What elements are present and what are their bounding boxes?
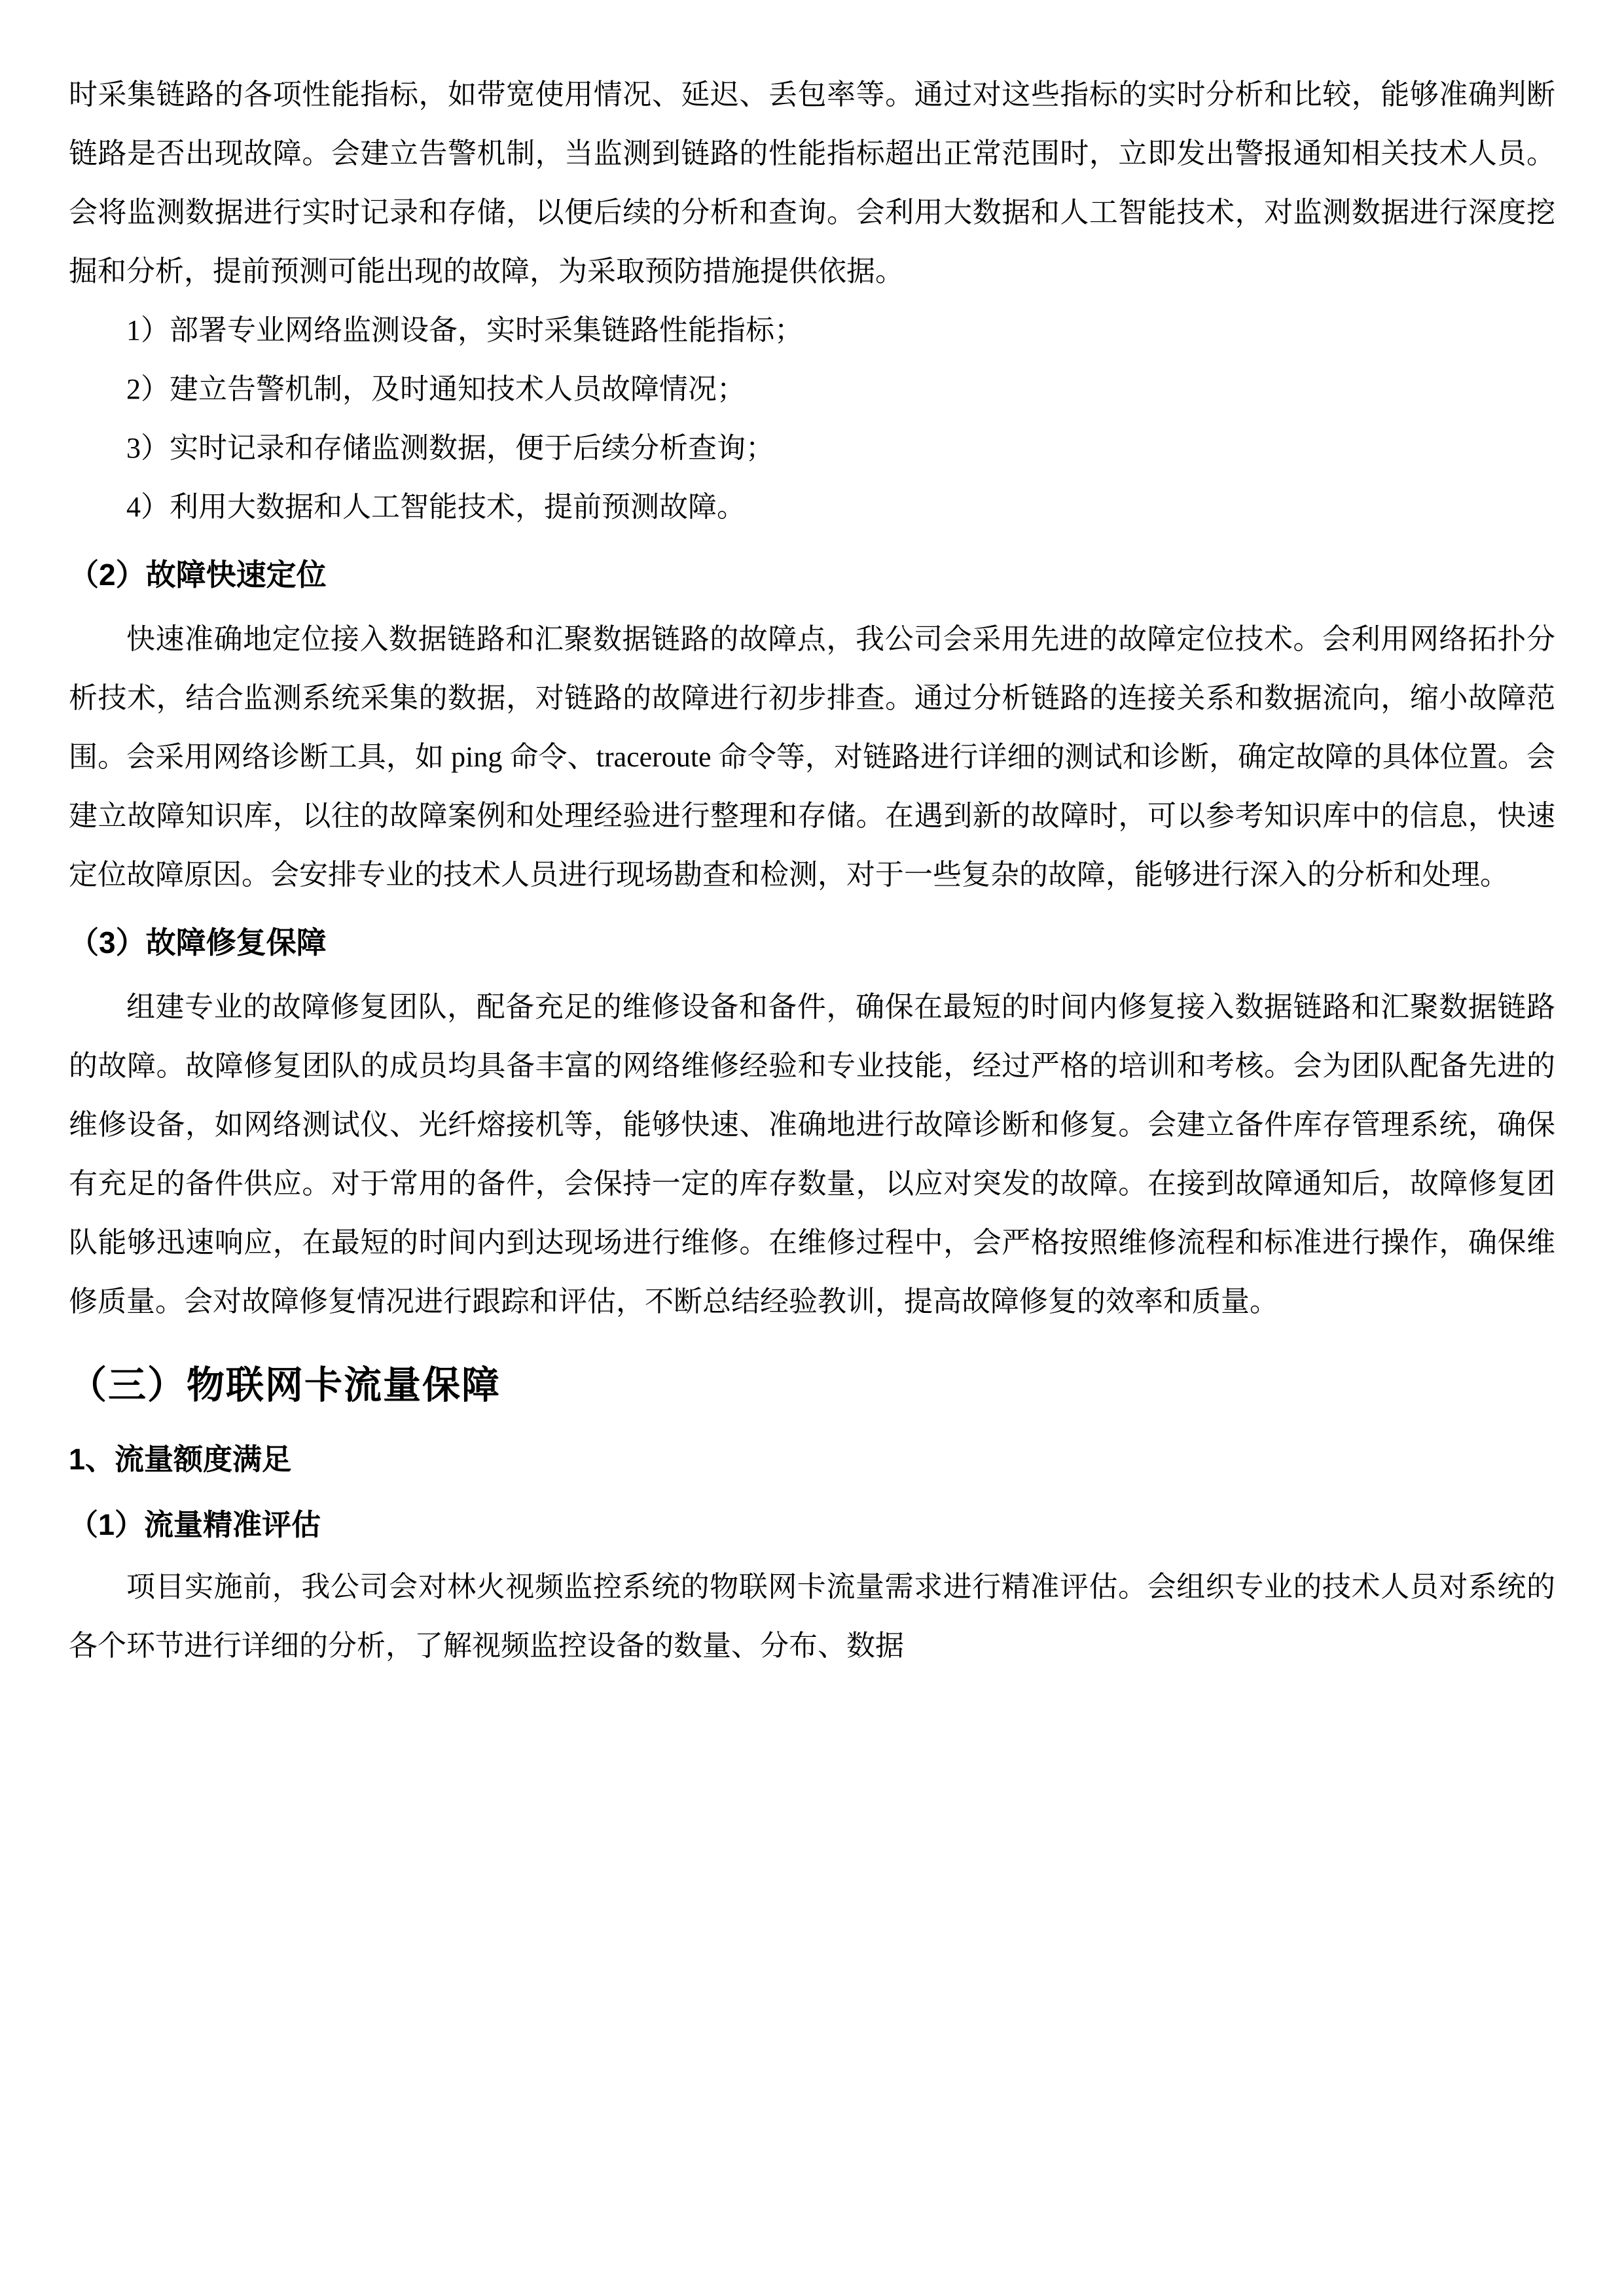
monitoring-measures-list [69,301,1555,537]
heading-traffic-quota: 1、流量额度满足 [69,1443,292,1476]
heading-fault-quick-location: （2）故障快速定位 [69,558,327,592]
heading-iot-card-traffic-guarantee: （三）物联网卡流量保障 [69,1364,501,1407]
paragraph-link-monitoring-continuation: 时采集链路的各项性能指标，如带宽使用情况、延迟、丢包率等。通过对这些指标的实时分析和比较，能够准确判断链路是否出现故障。会建立告警机制，当监测到链路的性能指标超出正常范围时，立即发出警报通知相关技术人员。会将监测数据进行实时记录和存储，以便后续的分析和查询。会利用大数据和人工智能技术，对监测数据进行深度挖掘和分析，提前预测可能出现的故障，为采取预防措施提供依据。 [69,79,1555,287]
list-item-2: 2）建立告警机制，及时通知技术人员故障情况； [126,373,746,405]
list-item-4: 4）利用大数据和人工智能技术，提前预测故障。 [126,491,746,523]
heading-traffic-precise-assessment: （1）流量精准评估 [69,1508,321,1541]
heading-fault-repair-guarantee: （3）故障修复保障 [69,925,327,960]
paragraph-fault-location: 快速准确地定位接入数据链路和汇聚数据链路的故障点，我公司会采用先进的故障定位技术。会利用网络拓扑分析技术，结合监测系统采集的数据，对链路的故障进行初步排查。通过分析链路的连接关系和数据流向，缩小故障范围。会采用网络诊断工具，如 ping 命令、traceroute 命令等，对链路进行详细的测试和诊断，确定故障的具体位置。会建立故障知识库，以往的故障案例和处理经验进行整理和存储。在遇到新的故障时，可以参考知识库中的信息，快速定位故障原因。会安排专业的技术人员进行现场勘查和检测，对于一些复杂的故障，能够进行深入的分析和处理。 [69,623,1555,891]
paragraph-fault-repair: 组建专业的故障修复团队，配备充足的维修设备和备件，确保在最短的时间内修复接入数据链路和汇聚数据链路的故障。故障修复团队的成员均具备丰富的网络维修经验和专业技能，经过严格的培训和考核。会为团队配备先进的维修设备，如网络测试仪、光纤熔接机等，能够快速、准确地进行故障诊断和修复。会建立备件库存管理系统，确保有充足的备件供应。对于常用的备件，会保持一定的库存数量，以应对突发的故障。在接到故障通知后，故障修复团队能够迅速响应，在最短的时间内到达现场进行维修。在维修过程中，会严格按照维修流程和标准进行操作，确保维修质量。会对故障修复情况进行跟踪和评估，不断总结经验教训，提高故障修复的效率和质量。 [69,991,1555,1318]
list-item-1: 1）部署专业网络监测设备，实时采集链路性能指标； [126,314,803,346]
paragraph-traffic-assessment: 项目实施前，我公司会对林火视频监控系统的物联网卡流量需求进行精准评估。会组织专业的技术人员对系统的各个环节进行详细的分析，了解视频监控设备的数量、分布、数据 [69,1571,1555,1662]
list-item-3: 3）实时记录和存储监测数据，便于后续分析查询； [126,432,774,464]
